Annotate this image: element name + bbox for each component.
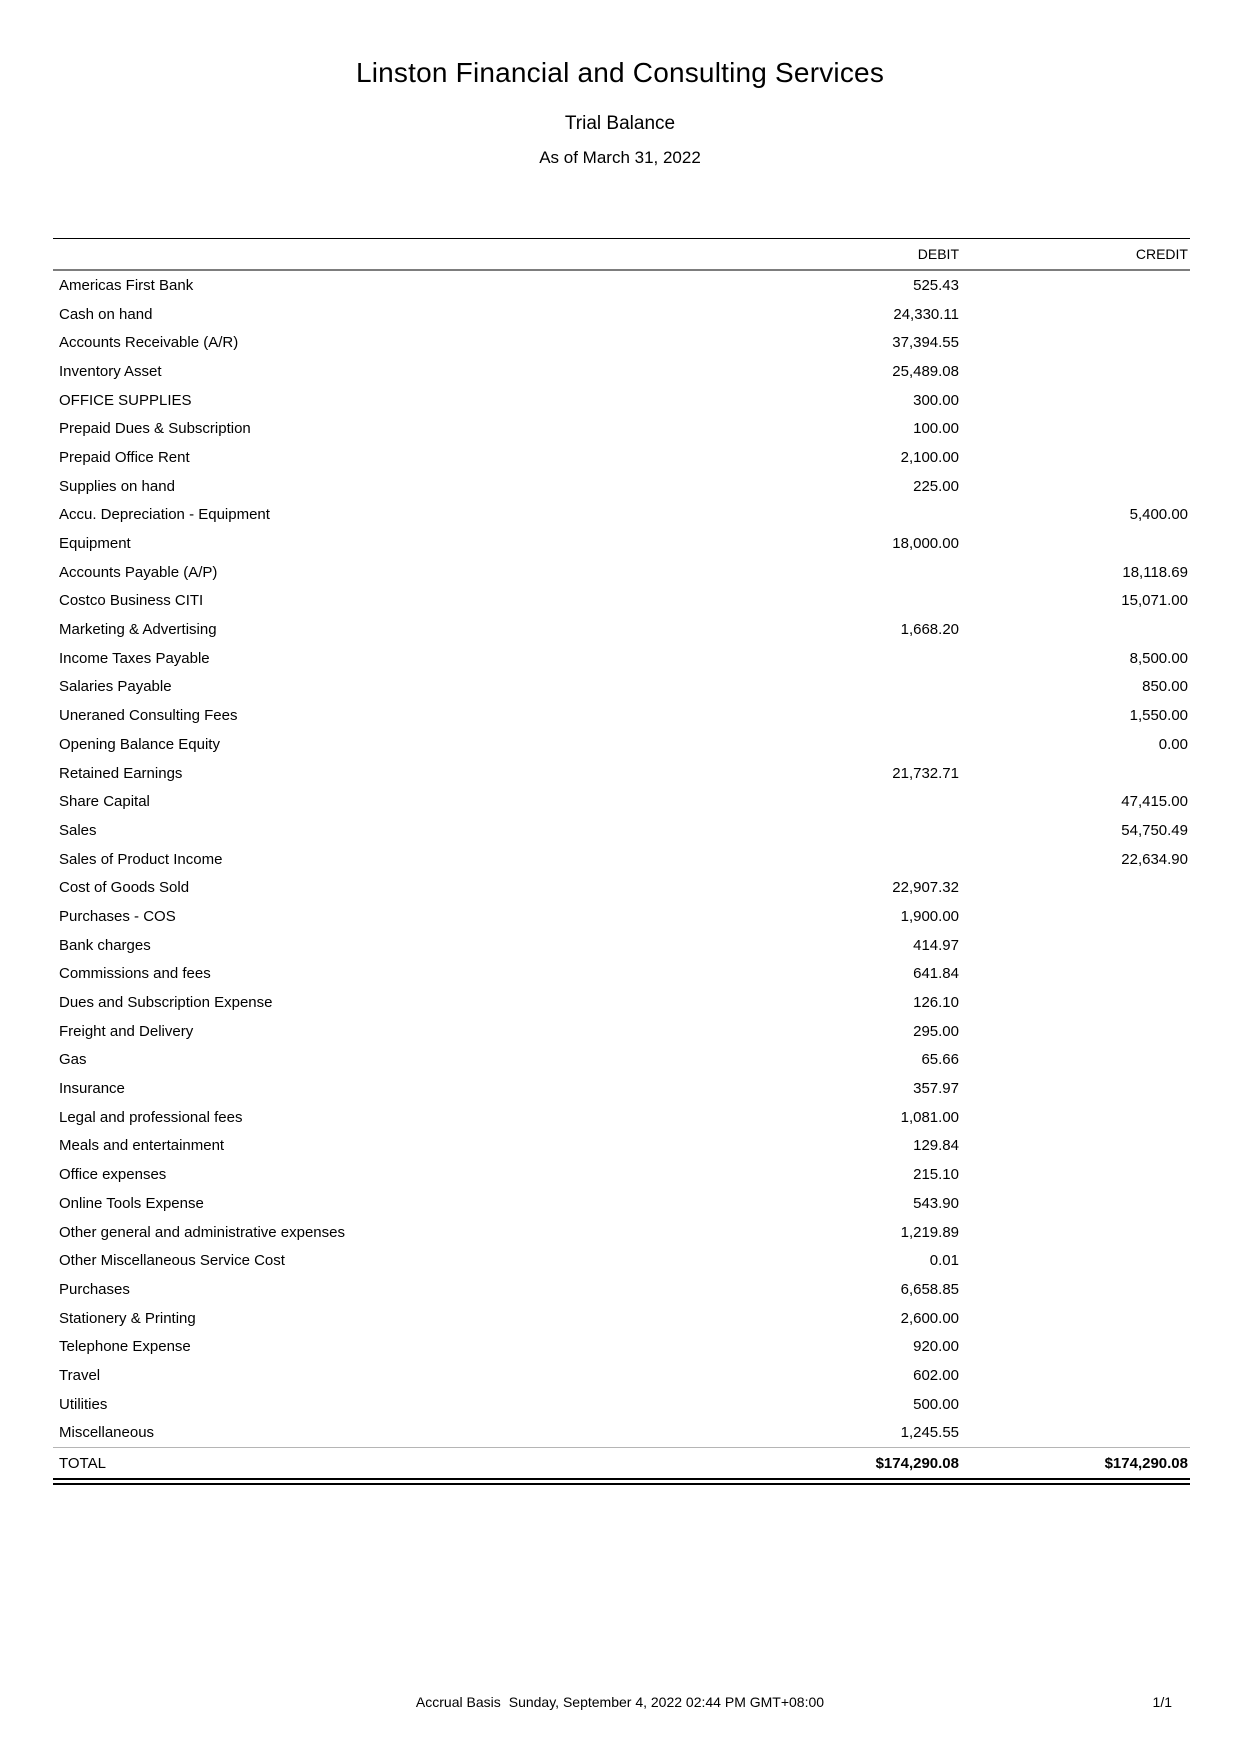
credit-cell: 1,550.00: [1129, 707, 1188, 725]
debit-cell: 602.00: [913, 1366, 959, 1384]
table-row: [53, 1160, 1190, 1189]
report-timestamp: Sunday, September 4, 2022 02:44 PM GMT+08:00: [508, 1694, 825, 1710]
debit-cell: 641.84: [913, 965, 959, 983]
debit-cell: 65.66: [921, 1051, 959, 1069]
credit-cell: 850.00: [1142, 678, 1188, 696]
credit-cell: 8,500.00: [1129, 649, 1188, 667]
account-cell: Retained Earnings: [59, 764, 183, 782]
table-row: [53, 1189, 1190, 1218]
account-cell: Marketing & Advertising: [59, 621, 217, 639]
table-row: [53, 673, 1190, 702]
table-row: [53, 1332, 1190, 1361]
table-row: [53, 1361, 1190, 1390]
account-cell: Share Capital: [59, 793, 150, 811]
credit-cell: 47,415.00: [1121, 793, 1188, 811]
debit-cell: 1,219.89: [900, 1223, 959, 1241]
table-body: [53, 271, 1190, 1447]
account-cell: Costco Business CITI: [59, 592, 204, 610]
total-debit-amount: $174,290.08: [875, 1454, 959, 1472]
account-cell: Inventory Asset: [59, 362, 162, 380]
bottom-double-rule: [53, 1478, 1190, 1485]
account-cell: Insurance: [59, 1080, 125, 1098]
table-row: [53, 845, 1190, 874]
table-row: [53, 1218, 1190, 1247]
debit-cell: 25,489.08: [892, 362, 959, 380]
debit-cell: 920.00: [913, 1338, 959, 1356]
table-row: [53, 615, 1190, 644]
account-cell: Income Taxes Payable: [59, 649, 210, 667]
account-cell: Freight and Delivery: [59, 1022, 194, 1040]
account-cell: Prepaid Dues & Subscription: [59, 420, 251, 438]
table-row: [53, 501, 1190, 530]
table-row: [53, 443, 1190, 472]
account-cell: Opening Balance Equity: [59, 735, 220, 753]
debit-cell: 129.84: [913, 1137, 959, 1155]
debit-cell: 1,900.00: [900, 907, 959, 925]
account-cell: Purchases - COS: [59, 907, 176, 925]
account-cell: Legal and professional fees: [59, 1108, 243, 1126]
table-header-row: [53, 238, 1190, 271]
table-row: [53, 701, 1190, 730]
account-cell: Dues and Subscription Expense: [59, 994, 273, 1012]
credit-cell: 54,750.49: [1121, 821, 1188, 839]
account-cell: Cash on hand: [59, 305, 153, 323]
company-name: Linston Financial and Consulting Services: [355, 57, 885, 88]
debit-cell: 1,245.55: [900, 1424, 959, 1442]
debit-cell: 21,732.71: [892, 764, 959, 782]
debit-cell: 22,907.32: [892, 879, 959, 897]
account-cell: Other general and administrative expenses: [59, 1223, 345, 1241]
table-row: [53, 1046, 1190, 1075]
table-row: [53, 873, 1190, 902]
table-row: [53, 1132, 1190, 1161]
table-row: [53, 1390, 1190, 1419]
account-cell: Americas First Bank: [59, 276, 194, 294]
report-title: Trial Balance: [564, 113, 676, 134]
account-cell: Supplies on hand: [59, 477, 175, 495]
credit-cell: 15,071.00: [1121, 592, 1188, 610]
page-number: 1/1: [1152, 1694, 1172, 1710]
table-row: [53, 1246, 1190, 1275]
account-cell: Travel: [59, 1366, 101, 1384]
table-row: [53, 472, 1190, 501]
table-row: [53, 414, 1190, 443]
credit-cell: 18,118.69: [1122, 563, 1188, 581]
debit-cell: 2,600.00: [900, 1309, 959, 1327]
account-cell: Equipment: [59, 535, 131, 553]
account-cell: Meals and entertainment: [59, 1137, 225, 1155]
account-cell: Other Miscellaneous Service Cost: [59, 1252, 285, 1270]
table-row: [53, 816, 1190, 845]
account-cell: Accu. Depreciation - Equipment: [59, 506, 270, 524]
account-cell: Telephone Expense: [59, 1338, 191, 1356]
table-row: [53, 271, 1190, 300]
account-cell: Miscellaneous: [59, 1424, 155, 1442]
account-cell: Sales: [59, 821, 97, 839]
table-row: [53, 386, 1190, 415]
account-cell: Stationery & Printing: [59, 1309, 196, 1327]
debit-cell: 300.00: [913, 391, 959, 409]
table-row: [53, 1103, 1190, 1132]
account-cell: Bank charges: [59, 936, 151, 954]
account-cell: Purchases: [59, 1280, 130, 1298]
debit-cell: 500.00: [913, 1395, 959, 1413]
account-cell: Online Tools Expense: [59, 1194, 204, 1212]
account-cell: Office expenses: [59, 1166, 167, 1184]
debit-cell: 2,100.00: [900, 448, 959, 466]
table-row: [53, 730, 1190, 759]
debit-cell: 1,668.20: [900, 621, 959, 639]
table-row: [53, 902, 1190, 931]
account-cell: Cost of Goods Sold: [59, 879, 190, 897]
total-credit-amount: $174,290.08: [1104, 1454, 1188, 1472]
table-row: [53, 587, 1190, 616]
table-row: [53, 759, 1190, 788]
debit-cell: 225.00: [913, 477, 959, 495]
account-cell: Commissions and fees: [59, 965, 211, 983]
total-label: TOTAL: [59, 1454, 106, 1472]
debit-cell: 126.10: [913, 994, 959, 1012]
table-row: [53, 787, 1190, 816]
table-row: [53, 529, 1190, 558]
debit-cell: 0.01: [929, 1252, 959, 1270]
table-row: [53, 931, 1190, 960]
debit-cell: 24,330.11: [893, 305, 959, 323]
debit-cell: 100.00: [913, 420, 959, 438]
debit-cell: 357.97: [913, 1080, 959, 1098]
debit-cell: 215.10: [913, 1166, 959, 1184]
report-header: [0, 57, 1240, 168]
credit-column-header: CREDIT: [1135, 246, 1188, 262]
table-row: [53, 1074, 1190, 1103]
table-row: [53, 1419, 1190, 1448]
table-row: [53, 328, 1190, 357]
credit-cell: 0.00: [1158, 735, 1188, 753]
account-cell: Sales of Product Income: [59, 850, 223, 868]
table-row: [53, 1017, 1190, 1046]
debit-column-header: DEBIT: [917, 246, 959, 262]
debit-cell: 414.97: [913, 936, 959, 954]
table-row: [53, 988, 1190, 1017]
table-row: [53, 558, 1190, 587]
debit-cell: 1,081.00: [900, 1108, 959, 1126]
account-cell: OFFICE SUPPLIES: [59, 391, 192, 409]
debit-cell: 37,394.55: [892, 334, 959, 352]
table-row: [53, 644, 1190, 673]
total-row: [53, 1447, 1190, 1478]
credit-cell: 22,634.90: [1121, 850, 1188, 868]
account-cell: Accounts Receivable (A/R): [59, 334, 239, 352]
account-cell: Prepaid Office Rent: [59, 448, 190, 466]
table-row: [53, 1275, 1190, 1304]
table-row: [53, 960, 1190, 989]
report-date: As of March 31, 2022: [539, 148, 701, 167]
debit-cell: 525.43: [913, 276, 959, 294]
table-row: [53, 300, 1190, 329]
report-footer: [0, 1694, 1240, 1710]
account-cell: Utilities: [59, 1395, 108, 1413]
account-cell: Salaries Payable: [59, 678, 172, 696]
account-cell: Gas: [59, 1051, 87, 1069]
debit-cell: 18,000.00: [892, 535, 959, 553]
table-row: [53, 1304, 1190, 1333]
debit-cell: 295.00: [913, 1022, 959, 1040]
trial-balance-table: [53, 238, 1190, 1485]
credit-cell: 5,400.00: [1129, 506, 1188, 524]
table-row: [53, 357, 1190, 386]
account-cell: Accounts Payable (A/P): [59, 563, 218, 581]
accounting-basis: Accrual Basis: [415, 1694, 501, 1710]
account-cell: Uneraned Consulting Fees: [59, 707, 238, 725]
debit-cell: 543.90: [913, 1194, 959, 1212]
debit-cell: 6,658.85: [900, 1280, 959, 1298]
